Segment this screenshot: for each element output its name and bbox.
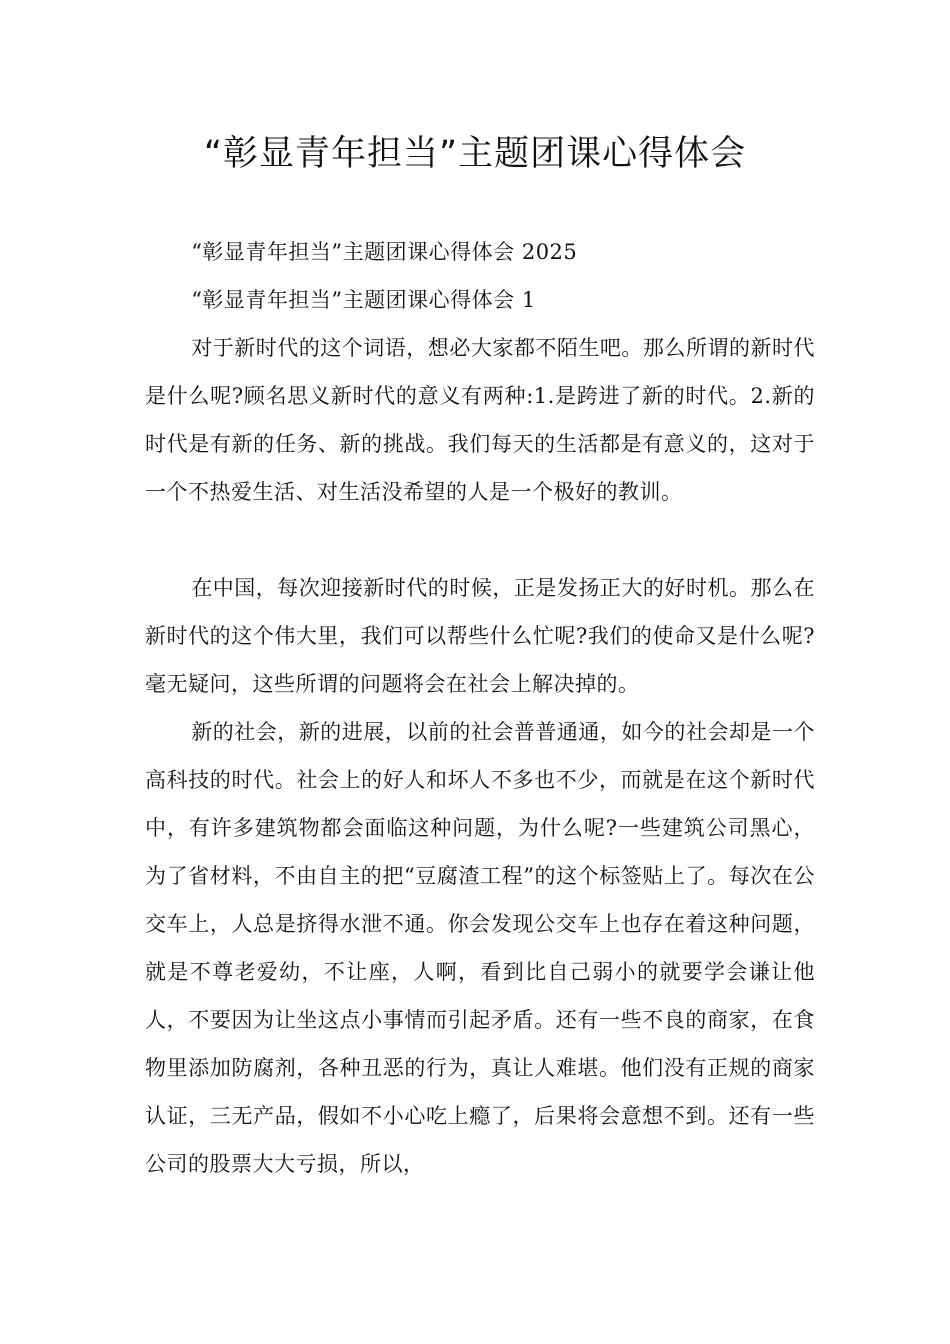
paragraph-3: 新的社会，新的进展，以前的社会普普通通，如今的社会却是一个高科技的时代。社会上的好人和坏人不多也不少，而就是在这个新时代中，有许多建筑物都会面临这种问题，为什么呢?一些建筑公司黑心，为了省材料，不由自主的把“豆腐渣工程”的这个标签贴上了。每次在公交车上，人总是挤得水泄不通。你会发现公交车上也存在着这种问题，就是不尊老爱幼，不让座，人啊，看到比自己弱小的就要学会谦让他人，不要因为让坐这点小事情而引起矛盾。还有一些不良的商家，在食物里添加防腐剂，各种丑恶的行为，真让人难堪。他们没有正规的商家认证，三无产品，假如不小心吃上瘾了，后果将会意想不到。还有一些公司的股票大大亏损，所以， — [145, 720, 815, 1176]
paragraph-2: 在中国，每次迎接新时代的时候，正是发扬正大的好时机。那么在新时代的这个伟大里，我们可以帮些什么忙呢?我们的使命又是什么呢?毫无疑问，这些所谓的问题将会在社会上解决掉的。 — [145, 576, 815, 696]
paragraph-spacer — [145, 516, 815, 564]
subtitle-line-1: “彰显青年担当”主题团课心得体会 2025 — [191, 240, 578, 264]
document-title: “彰显青年担当”主题团课心得体会 — [203, 134, 747, 174]
document-body — [145, 228, 815, 1188]
paragraph-1: 对于新时代的这个词语，想必大家都不陌生吧。那么所谓的新时代是什么呢?顾名思义新时代的意义有两种:1.是跨进了新的时代。2.新的时代是有新的任务、新的挑战。我们每天的生活都是有意义的，这对于一个不热爱生活、对生活没希望的人是一个极好的教训。 — [145, 336, 815, 504]
subtitle-line-2: “彰显青年担当”主题团课心得体会 1 — [191, 288, 536, 312]
